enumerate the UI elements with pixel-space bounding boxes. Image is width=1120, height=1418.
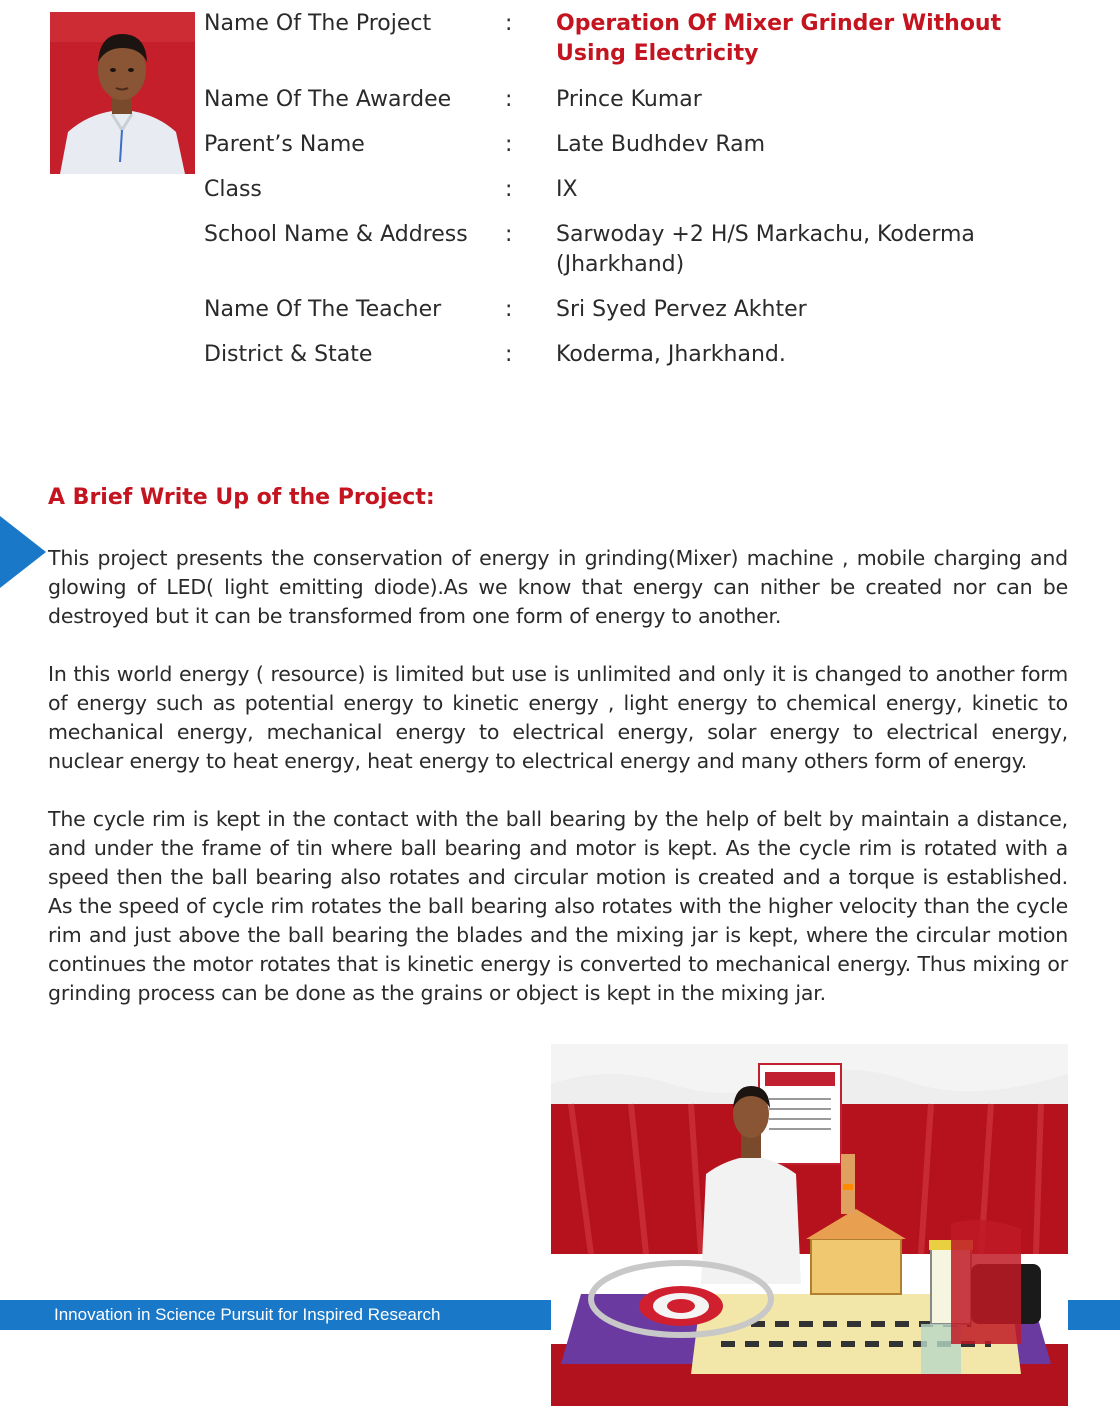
exhibit-photo — [551, 1044, 1068, 1406]
teacher-value: Sri Syed Pervez Akhter — [556, 297, 807, 322]
exhibit-illustration — [551, 1044, 1068, 1406]
writeup-paragraph-2: In this world energy ( resource) is limited but use is unlimited and only it is changed to another form of energy such as potential energy to kinetic energy , light energy to chemical energy, kinetic to mechanical energy, mechanical energy to electrical energy, solar energy to electrical energy, nuclear energy to heat energy, heat energy to electrical energy and many others form of energy. — [48, 662, 1068, 773]
project-colon: : — [505, 11, 513, 36]
district-label: District & State — [204, 342, 373, 367]
project-value: Operation Of Mixer Grinder Without Using Electricity — [556, 11, 1002, 66]
district-value: Koderma, Jharkhand. — [556, 342, 786, 367]
arrow-marker-icon — [0, 516, 46, 588]
school-value: Sarwoday +2 H/S Markachu, Koderma (Jharkhand) — [556, 222, 975, 277]
portrait-illustration — [50, 12, 195, 174]
teacher-colon: : — [505, 297, 513, 322]
class-value: IX — [556, 177, 578, 202]
project-label: Name Of The Project — [204, 11, 432, 36]
teacher-label: Name Of The Teacher — [204, 297, 442, 322]
class-label: Class — [204, 177, 262, 202]
awardee-value: Prince Kumar — [556, 87, 702, 112]
parent-colon: : — [505, 132, 513, 157]
writeup-paragraph-3: The cycle rim is kept in the contact with the ball bearing by the help of belt by maintain a distance, and under the frame of tin where ball bearing and motor is kept. As the cycle rim is rotated with a speed then the ball bearing also rotates and circular motion is created and a torque is established. As the speed of cycle rim rotates the ball bearing also rotates with the higher velocity than the cycle rim and just above the ball bearing the blades and the mixing jar is kept, where the circular motion continues the motor rotates that is kinetic energy is converted to mechanical energy. Thus mixing or grinding process can be done as the grains or object is kept in the mixing jar. — [48, 807, 1068, 1005]
parent-label: Parent’s Name — [204, 132, 365, 157]
awardee-label: Name Of The Awardee — [204, 87, 452, 112]
school-colon: : — [505, 222, 513, 247]
writeup-paragraph-1: This project presents the conservation of energy in grinding(Mixer) machine , mobile charging and glowing of LED( light emitting diode).As we know that energy can nither be created nor can be destroyed but it can be transformed from one form of energy to another. — [48, 546, 1068, 628]
district-colon: : — [505, 342, 513, 367]
footer-tagline: Innovation in Science Pursuit for Inspired Research — [54, 1305, 441, 1324]
class-colon: : — [505, 177, 513, 202]
school-label: School Name & Address — [204, 222, 468, 247]
writeup-body — [48, 544, 1068, 1037]
awardee-colon: : — [505, 87, 513, 112]
parent-value: Late Budhdev Ram — [556, 132, 766, 157]
awardee-portrait — [50, 12, 195, 174]
writeup-heading: A Brief Write Up of the Project: — [48, 485, 435, 510]
